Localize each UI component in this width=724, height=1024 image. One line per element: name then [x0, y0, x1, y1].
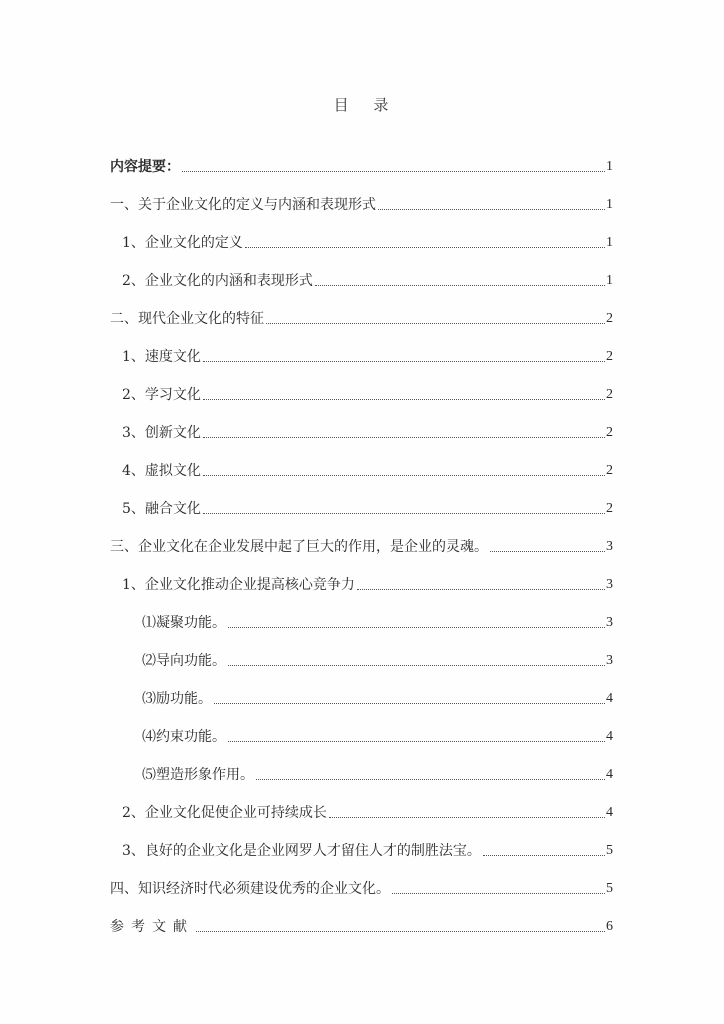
toc-entry-label: ⑴凝聚功能。 — [142, 615, 226, 631]
toc-page-number: 5 — [606, 843, 613, 858]
toc-page-number: 2 — [606, 349, 613, 364]
toc-entry-references[interactable] — [110, 916, 613, 936]
toc-entry-section-3[interactable] — [110, 536, 613, 556]
toc-entry-label: ⑷约束功能。 — [142, 729, 226, 745]
toc-entry-label: 1、速度文化 — [122, 349, 201, 365]
dot-leader — [228, 741, 605, 742]
toc-page-number: 3 — [606, 577, 613, 592]
toc-entry-label: 二、现代企业文化的特征 — [110, 311, 264, 327]
toc-entry-label: 2、企业文化的内涵和表现形式 — [122, 273, 313, 289]
dot-leader — [203, 361, 605, 362]
toc-entry-section-2[interactable] — [110, 308, 613, 328]
toc-page-number: 3 — [606, 539, 613, 554]
dot-leader — [203, 513, 605, 514]
toc-entry-3-1-3[interactable] — [142, 688, 613, 708]
toc-entry-3-1-2[interactable] — [142, 650, 613, 670]
toc-entry-2-3[interactable] — [122, 422, 613, 442]
toc-entry-label: 5、融合文化 — [122, 501, 201, 517]
dot-leader — [315, 285, 605, 286]
dot-leader — [483, 855, 605, 856]
toc-entry-2-4[interactable] — [122, 460, 613, 480]
toc-page-number: 1 — [606, 235, 613, 250]
toc-entry-3-1-5[interactable] — [142, 764, 613, 784]
toc-page-number: 4 — [606, 729, 613, 744]
dot-leader — [203, 437, 605, 438]
toc-page-number: 3 — [606, 615, 613, 630]
toc-entry-1-2[interactable] — [122, 270, 613, 290]
toc-entry-3-1-1[interactable] — [142, 612, 613, 632]
toc-page-number: 4 — [606, 805, 613, 820]
toc-page-number: 2 — [606, 463, 613, 478]
toc-page-number: 1 — [606, 273, 613, 288]
toc-entry-section-1[interactable] — [110, 194, 613, 214]
toc-page-number: 2 — [606, 387, 613, 402]
toc-entry-label: 3、创新文化 — [122, 425, 201, 441]
dot-leader — [214, 703, 605, 704]
toc-page-number: 3 — [606, 653, 613, 668]
toc-entry-1-1[interactable] — [122, 232, 613, 252]
toc-entry-label: ⑵导向功能。 — [142, 653, 226, 669]
toc-page-number: 4 — [606, 691, 613, 706]
dot-leader — [228, 665, 605, 666]
toc-entry-label: 参考文献 — [110, 919, 194, 935]
toc-page-number: 1 — [606, 197, 613, 212]
dot-leader — [329, 817, 605, 818]
toc-entry-label: 三、企业文化在企业发展中起了巨大的作用，是企业的灵魂。 — [110, 539, 488, 555]
toc-entry-abstract[interactable] — [110, 156, 613, 176]
toc-entry-label: 内容提要： — [110, 159, 180, 175]
toc-entry-3-1[interactable] — [122, 574, 613, 594]
dot-leader — [266, 323, 605, 324]
dot-leader — [203, 475, 605, 476]
toc-page-number: 1 — [606, 159, 613, 174]
toc-entry-label: 1、企业文化的定义 — [122, 235, 243, 251]
dot-leader — [203, 399, 605, 400]
dot-leader — [245, 247, 605, 248]
dot-leader — [182, 171, 605, 172]
dot-leader — [256, 779, 605, 780]
toc-entry-label: 2、企业文化促使企业可持续成长 — [122, 805, 327, 821]
dot-leader — [378, 209, 605, 210]
toc-entry-label: 1、企业文化推动企业提高核心竞争力 — [122, 577, 355, 593]
toc-page-number: 6 — [606, 919, 613, 934]
toc-entry-label: ⑶励功能。 — [142, 691, 212, 707]
toc-entry-3-2[interactable] — [122, 802, 613, 822]
toc-page-number: 2 — [606, 311, 613, 326]
dot-leader — [196, 931, 605, 932]
toc-entry-2-2[interactable] — [122, 384, 613, 404]
toc-entry-label: 四、知识经济时代必须建设优秀的企业文化。 — [110, 881, 390, 897]
toc-entry-section-4[interactable] — [110, 878, 613, 898]
dot-leader — [490, 551, 605, 552]
toc-entry-2-1[interactable] — [122, 346, 613, 366]
dot-leader — [228, 627, 605, 628]
toc-entry-label: 2、学习文化 — [122, 387, 201, 403]
toc-entry-label: ⑸塑造形象作用。 — [142, 767, 254, 783]
toc-page-number: 4 — [606, 767, 613, 782]
toc-entry-label: 一、关于企业文化的定义与内涵和表现形式 — [110, 197, 376, 213]
toc-page-number: 2 — [606, 425, 613, 440]
toc-page-number: 5 — [606, 881, 613, 896]
page-title: 目 录 — [333, 96, 399, 114]
dot-leader — [392, 893, 605, 894]
toc-entry-label: 3、良好的企业文化是企业网罗人才留住人才的制胜法宝。 — [122, 843, 481, 859]
toc-entry-2-5[interactable] — [122, 498, 613, 518]
toc-entry-3-3[interactable] — [122, 840, 613, 860]
toc-page-number: 2 — [606, 501, 613, 516]
dot-leader — [357, 589, 605, 590]
toc-entry-3-1-4[interactable] — [142, 726, 613, 746]
toc-entry-label: 4、虚拟文化 — [122, 463, 201, 479]
